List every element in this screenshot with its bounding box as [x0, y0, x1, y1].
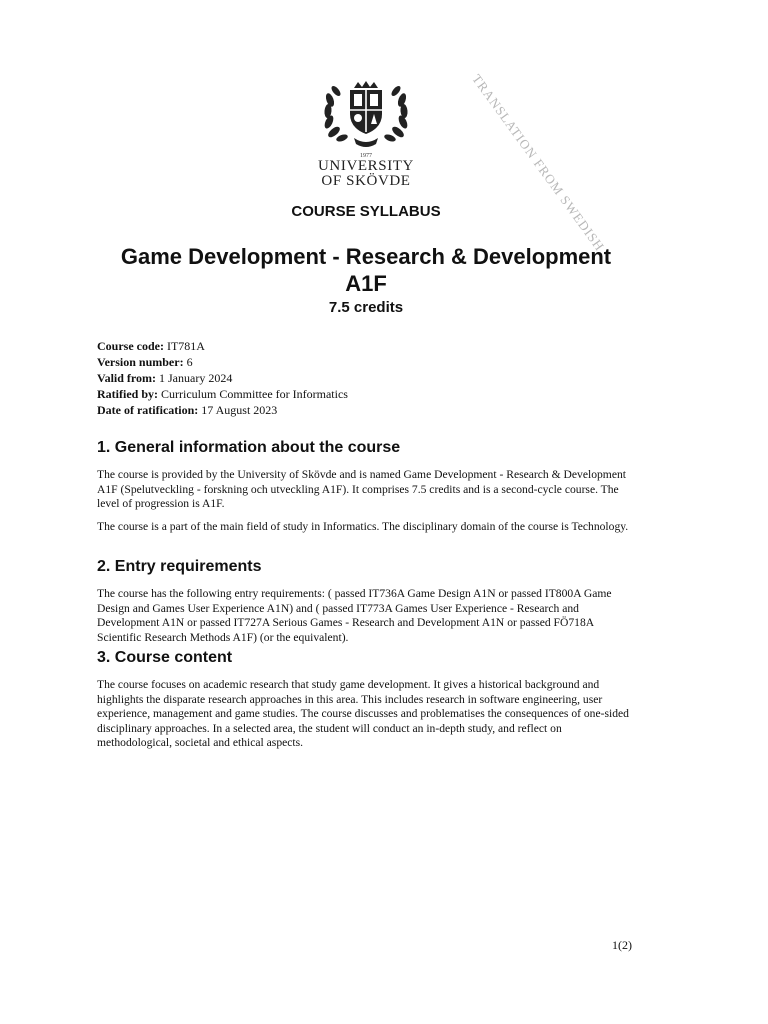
meta-label: Version number:	[97, 355, 184, 369]
section-course-content	[97, 648, 637, 759]
university-logo	[312, 80, 420, 189]
meta-label: Ratified by:	[97, 387, 158, 401]
meta-value: IT781A	[166, 339, 205, 353]
section-heading: 2. Entry requirements	[97, 558, 262, 575]
meta-label: Course code:	[97, 339, 164, 353]
university-name-line2: OF SKÖVDE	[321, 173, 411, 189]
section-paragraph: The course is a part of the main field of study in Informatics. The disciplinary domain of the course is Technology.	[97, 519, 629, 533]
meta-row	[97, 338, 348, 354]
course-metadata	[97, 338, 348, 418]
founding-year: 1977	[360, 153, 372, 159]
meta-value: 1 January 2024	[159, 371, 233, 385]
section-paragraph: The course is provided by the University of Skövde and is named Game Development - Research & Development A1F (Spelutveckling - forskning och utveckling A1F). It comprises 7.5 credits and is a second-cycle course. The level of progression is A1F.	[97, 468, 626, 510]
section-heading: 1. General information about the course	[97, 439, 401, 456]
university-crest-icon	[320, 80, 412, 152]
meta-value: 17 August 2023	[201, 403, 278, 417]
meta-row	[97, 402, 348, 418]
document-type: COURSE SYLLABUS	[291, 203, 441, 220]
meta-value: Curriculum Committee for Informatics	[161, 387, 348, 401]
meta-value: 6	[186, 355, 193, 369]
meta-row	[97, 354, 348, 370]
university-name-line1: UNIVERSITY	[318, 158, 414, 174]
translation-watermark: TRANSLATION FROM SWEDISH	[469, 71, 608, 254]
section-paragraph: The course focuses on academic research that study game development. It gives a historical background and highlights the disparate research approaches in this area. This includes research in software engineering, user experience, management and game studies. The course discusses and problematises the consequences of one-sided disciplinary approaches. In a selected area, the student will conduct an in-depth study, and reflect on methodological, societal and ethical aspects.	[97, 678, 629, 749]
meta-row	[97, 370, 348, 386]
meta-row	[97, 386, 348, 402]
page-number: 1(2)	[612, 938, 632, 952]
meta-label: Date of ratification:	[97, 403, 199, 417]
course-title: Game Development - Research & Development A1F	[120, 244, 612, 296]
section-heading: 3. Course content	[97, 649, 233, 666]
section-paragraph: The course has the following entry requirements: ( passed IT736A Game Design A1N or passed IT800A Game Design and Games User Experience A1N) and ( passed IT773A Games User Experience - Research and Development A1N or passed IT727A Serious Games - Research and Development A1N or passed FÖ718A Scientific Research Methods A1F) (or the equivalent).	[97, 587, 612, 644]
course-credits: 7.5 credits	[328, 299, 404, 316]
section-general-information	[97, 438, 637, 542]
meta-label: Valid from:	[97, 371, 157, 385]
section-entry-requirements	[97, 557, 637, 653]
